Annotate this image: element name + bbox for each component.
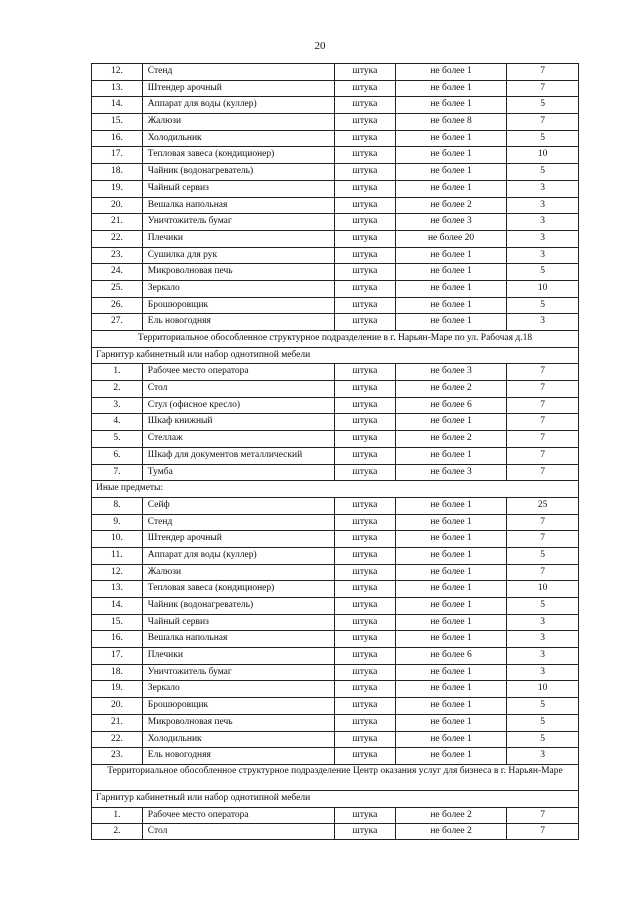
quantity-cell: не более 1 xyxy=(396,147,508,163)
quantity-cell: не более 20 xyxy=(396,231,508,247)
service-life-cell: 10 xyxy=(537,683,548,694)
unit-cell: штука xyxy=(335,164,396,180)
row-number-cell: 17. xyxy=(92,147,143,163)
table-row xyxy=(91,180,579,197)
item-name-cell: Стол xyxy=(143,824,335,839)
row-number-cell: 27. xyxy=(92,314,143,330)
row-number-cell: 13. xyxy=(92,581,143,597)
section-heading: Территориальное обособленное структурное подразделение Центр оказания услуг для бизнеса в г. Нарьян-Маре xyxy=(107,765,563,776)
unit-cell: штука xyxy=(335,298,396,314)
table-row xyxy=(91,731,579,748)
unit-cell: штука xyxy=(335,515,396,531)
quantity-cell: не более 6 xyxy=(396,648,508,664)
table-row xyxy=(91,397,579,414)
row-number-cell: 16. xyxy=(92,131,143,147)
row-number-cell: 6. xyxy=(92,448,143,464)
item-name-cell: Стенд xyxy=(143,515,335,531)
quantity-cell: не более 3 xyxy=(396,214,508,230)
service-life-cell: 5 xyxy=(540,99,546,110)
table-row xyxy=(91,647,579,664)
row-number-cell: 22. xyxy=(92,732,143,748)
quantity-cell: не более 2 xyxy=(396,381,508,397)
service-life-cell: 3 xyxy=(540,182,546,193)
unit-cell: штука xyxy=(335,615,396,631)
row-number-cell: 12. xyxy=(92,64,143,80)
item-name-cell: Холодильник xyxy=(143,732,335,748)
quantity-cell: не более 3 xyxy=(396,465,508,481)
row-number-cell: 18. xyxy=(92,665,143,681)
unit-cell: штука xyxy=(335,314,396,330)
service-life-cell: 10 xyxy=(537,583,548,594)
item-name-cell: Тепловая завеса (кондиционер) xyxy=(143,581,335,597)
item-name-cell: Жалюзи xyxy=(143,114,335,130)
service-life-cell: 5 xyxy=(540,600,546,610)
unit-cell: штука xyxy=(335,264,396,280)
row-number-cell: 7. xyxy=(92,465,143,481)
unit-cell: штука xyxy=(335,808,396,824)
section-heading-row xyxy=(91,330,579,347)
section-heading: Территориальное обособленное структурное подразделение в г. Нарьян-Маре по ул. Рабочая д.18 xyxy=(137,333,533,343)
service-life-cell: 3 xyxy=(540,199,546,210)
item-name-cell: Зеркало xyxy=(143,281,335,297)
service-life-cell: 7 xyxy=(540,366,546,377)
item-name-cell: Стол xyxy=(143,381,335,397)
row-number-cell: 3. xyxy=(92,398,143,414)
quantity-cell: не более 6 xyxy=(396,398,508,414)
quantity-cell: не более 2 xyxy=(396,808,508,824)
row-number-cell: 22. xyxy=(92,231,143,247)
service-life-cell: 3 xyxy=(540,750,546,761)
item-name-cell: Жалюзи xyxy=(143,565,335,581)
unit-cell: штука xyxy=(335,598,396,614)
service-life-cell: 5 xyxy=(540,299,546,310)
table-row xyxy=(91,146,579,163)
table-row xyxy=(91,614,579,631)
unit-cell: штука xyxy=(335,231,396,247)
quantity-cell: не более 1 xyxy=(396,181,508,197)
row-number-cell: 10. xyxy=(92,531,143,547)
item-name-cell: Тумба xyxy=(143,465,335,481)
table-row xyxy=(91,597,579,614)
quantity-cell: не более 1 xyxy=(396,715,508,731)
unit-cell: штука xyxy=(335,715,396,731)
item-name-cell: Ель новогодняя xyxy=(143,748,335,764)
section-heading-row xyxy=(91,764,579,790)
table-row xyxy=(91,230,579,247)
unit-cell: штука xyxy=(335,214,396,230)
quantity-cell: не более 1 xyxy=(396,314,508,330)
table-row xyxy=(91,514,579,531)
service-life-cell: 3 xyxy=(540,650,546,661)
service-life-cell: 25 xyxy=(537,499,548,510)
quantity-cell: не более 1 xyxy=(396,298,508,314)
row-number-cell: 12. xyxy=(92,565,143,581)
unit-cell: штука xyxy=(335,398,396,414)
unit-cell: штука xyxy=(335,81,396,97)
table-row xyxy=(91,747,579,764)
row-number-cell: 8. xyxy=(92,498,143,514)
quantity-cell: не более 1 xyxy=(396,598,508,614)
service-life-cell: 3 xyxy=(540,633,546,644)
item-name-cell: Уничтожитель бумаг xyxy=(143,214,335,230)
item-name-cell: Холодильник xyxy=(143,131,335,147)
table-row xyxy=(91,823,579,840)
item-name-cell: Брошюровщик xyxy=(143,698,335,714)
unit-cell: штука xyxy=(335,581,396,597)
item-name-cell: Сейф xyxy=(143,498,335,514)
table-row xyxy=(91,313,579,330)
item-name-cell: Микроволновая печь xyxy=(143,715,335,731)
quantity-cell: не более 1 xyxy=(396,748,508,764)
item-name-cell: Уничтожитель бумаг xyxy=(143,665,335,681)
table-row xyxy=(91,497,579,514)
quantity-cell: не более 1 xyxy=(396,565,508,581)
item-name-cell: Чайный сервиз xyxy=(143,181,335,197)
service-life-cell: 7 xyxy=(540,533,546,544)
table-row xyxy=(91,130,579,147)
service-life-cell: 7 xyxy=(540,383,546,394)
table-row xyxy=(91,213,579,230)
service-life-cell: 10 xyxy=(537,282,548,293)
unit-cell: штука xyxy=(335,498,396,514)
unit-cell: штука xyxy=(335,97,396,113)
unit-cell: штука xyxy=(335,565,396,581)
item-name-cell: Штендер арочный xyxy=(143,531,335,547)
item-name-cell: Вешалка напольная xyxy=(143,198,335,214)
item-name-cell: Стул (офисное кресло) xyxy=(143,398,335,414)
group-heading-row xyxy=(91,347,579,364)
service-life-cell: 7 xyxy=(540,516,546,527)
table-row xyxy=(91,464,579,481)
table-row xyxy=(91,564,579,581)
table-row xyxy=(91,697,579,714)
item-name-cell: Чайный сервиз xyxy=(143,615,335,631)
item-name-cell: Рабочее место оператора xyxy=(143,364,335,380)
table-row xyxy=(91,530,579,547)
service-life-cell: 7 xyxy=(540,416,546,427)
service-life-cell: 7 xyxy=(540,82,546,93)
quantity-cell: не более 1 xyxy=(396,548,508,564)
service-life-cell: 7 xyxy=(540,809,546,820)
table-row xyxy=(91,96,579,113)
row-number-cell: 19. xyxy=(92,681,143,697)
table-row xyxy=(91,630,579,647)
unit-cell: штука xyxy=(335,732,396,748)
service-life-cell: 5 xyxy=(540,266,546,277)
row-number-cell: 25. xyxy=(92,281,143,297)
group-heading: Иные предметы: xyxy=(96,483,164,494)
table-row xyxy=(91,430,579,447)
item-name-cell: Зеркало xyxy=(143,681,335,697)
row-number-cell: 24. xyxy=(92,264,143,280)
table-row xyxy=(91,197,579,214)
item-name-cell: Шкаф книжный xyxy=(143,414,335,430)
item-name-cell: Брошюровщик xyxy=(143,298,335,314)
quantity-cell: не более 1 xyxy=(396,681,508,697)
table-row xyxy=(91,113,579,130)
quantity-cell: не более 1 xyxy=(396,732,508,748)
unit-cell: штука xyxy=(335,131,396,147)
unit-cell: штука xyxy=(335,147,396,163)
table-row xyxy=(91,413,579,430)
unit-cell: штука xyxy=(335,431,396,447)
row-number-cell: 15. xyxy=(92,615,143,631)
quantity-cell: не более 1 xyxy=(396,698,508,714)
unit-cell: штука xyxy=(335,465,396,481)
service-life-cell: 7 xyxy=(540,826,546,837)
item-name-cell: Штендер арочный xyxy=(143,81,335,97)
table-row xyxy=(91,580,579,597)
unit-cell: штука xyxy=(335,381,396,397)
table-row xyxy=(91,363,579,380)
service-life-cell: 10 xyxy=(537,149,548,160)
item-name-cell: Стенд xyxy=(143,64,335,80)
quantity-cell: не более 1 xyxy=(396,248,508,264)
row-number-cell: 19. xyxy=(92,181,143,197)
row-number-cell: 18. xyxy=(92,164,143,180)
table-row xyxy=(91,547,579,564)
quantity-cell: не более 1 xyxy=(396,515,508,531)
item-name-cell: Сушилка для рук xyxy=(143,248,335,264)
quantity-cell: не более 1 xyxy=(396,81,508,97)
service-life-cell: 7 xyxy=(540,466,546,477)
row-number-cell: 26. xyxy=(92,298,143,314)
row-number-cell: 2. xyxy=(92,381,143,397)
quantity-cell: не более 1 xyxy=(396,97,508,113)
table-row xyxy=(91,63,579,80)
row-number-cell: 2. xyxy=(92,824,143,839)
item-name-cell: Плечики xyxy=(143,648,335,664)
quantity-cell: не более 1 xyxy=(396,281,508,297)
service-life-cell: 3 xyxy=(540,232,546,243)
table-row xyxy=(91,280,579,297)
item-name-cell: Вешалка напольная xyxy=(143,631,335,647)
quantity-cell: не более 1 xyxy=(396,581,508,597)
row-number-cell: 1. xyxy=(92,364,143,380)
table-row xyxy=(91,380,579,397)
unit-cell: штука xyxy=(335,681,396,697)
row-number-cell: 15. xyxy=(92,114,143,130)
unit-cell: штука xyxy=(335,248,396,264)
item-name-cell: Шкаф для документов металлический xyxy=(143,448,335,464)
item-name-cell: Стеллаж xyxy=(143,431,335,447)
table-row xyxy=(91,714,579,731)
row-number-cell: 13. xyxy=(92,81,143,97)
page-number: 20 xyxy=(314,40,326,52)
service-life-cell: 5 xyxy=(540,716,546,727)
item-name-cell: Микроволновая печь xyxy=(143,264,335,280)
item-name-cell: Аппарат для воды (куллер) xyxy=(143,97,335,113)
service-life-cell: 3 xyxy=(540,666,546,677)
quantity-cell: не более 8 xyxy=(396,114,508,130)
quantity-cell: не более 3 xyxy=(396,364,508,380)
unit-cell: штука xyxy=(335,665,396,681)
group-heading-row xyxy=(91,790,579,807)
unit-cell: штука xyxy=(335,64,396,80)
table-row xyxy=(91,80,579,97)
quantity-cell: не более 1 xyxy=(396,164,508,180)
row-number-cell: 20. xyxy=(92,198,143,214)
row-number-cell: 14. xyxy=(92,598,143,614)
row-number-cell: 4. xyxy=(92,414,143,430)
service-life-cell: 5 xyxy=(540,549,546,560)
group-heading-row xyxy=(91,480,579,497)
row-number-cell: 23. xyxy=(92,248,143,264)
quantity-cell: не более 1 xyxy=(396,498,508,514)
unit-cell: штука xyxy=(335,448,396,464)
quantity-cell: не более 1 xyxy=(396,448,508,464)
service-life-cell: 5 xyxy=(540,166,546,177)
quantity-cell: не более 1 xyxy=(396,615,508,631)
service-life-cell: 3 xyxy=(540,216,546,227)
service-life-cell: 7 xyxy=(540,566,546,577)
row-number-cell: 9. xyxy=(92,515,143,531)
quantity-cell: не более 1 xyxy=(396,531,508,547)
service-life-cell: 3 xyxy=(540,616,546,627)
group-heading: Гарнитур кабинетный или набор однотипной мебели xyxy=(96,349,311,360)
furniture-inventory-table xyxy=(91,63,579,840)
quantity-cell: не более 1 xyxy=(396,64,508,80)
table-row xyxy=(91,163,579,180)
service-life-cell: 5 xyxy=(540,733,546,744)
service-life-cell: 7 xyxy=(540,399,546,410)
service-life-cell: 5 xyxy=(540,700,546,711)
table-row xyxy=(91,664,579,681)
service-life-cell: 7 xyxy=(540,433,546,444)
row-number-cell: 21. xyxy=(92,715,143,731)
row-number-cell: 11. xyxy=(92,548,143,564)
quantity-cell: не более 2 xyxy=(396,824,508,839)
quantity-cell: не более 1 xyxy=(396,631,508,647)
service-life-cell: 3 xyxy=(540,316,546,327)
unit-cell: штука xyxy=(335,698,396,714)
unit-cell: штука xyxy=(335,748,396,764)
service-life-cell: 7 xyxy=(540,116,546,127)
table-row xyxy=(91,447,579,464)
unit-cell: штука xyxy=(335,364,396,380)
item-name-cell: Ель новогодняя xyxy=(143,314,335,330)
row-number-cell: 23. xyxy=(92,748,143,764)
table-row xyxy=(91,247,579,264)
item-name-cell: Тепловая завеса (кондиционер) xyxy=(143,147,335,163)
table-row xyxy=(91,297,579,314)
table-row xyxy=(91,263,579,280)
service-life-cell: 7 xyxy=(540,66,546,76)
unit-cell: штука xyxy=(335,648,396,664)
quantity-cell: не более 1 xyxy=(396,414,508,430)
item-name-cell: Чайник (водонагреватель) xyxy=(143,164,335,180)
table-row xyxy=(91,680,579,697)
row-number-cell: 5. xyxy=(92,431,143,447)
item-name-cell: Рабочее место оператора xyxy=(143,808,335,824)
unit-cell: штука xyxy=(335,414,396,430)
row-number-cell: 1. xyxy=(92,808,143,824)
unit-cell: штука xyxy=(335,824,396,839)
row-number-cell: 20. xyxy=(92,698,143,714)
item-name-cell: Аппарат для воды (куллер) xyxy=(143,548,335,564)
unit-cell: штука xyxy=(335,198,396,214)
row-number-cell: 16. xyxy=(92,631,143,647)
unit-cell: штука xyxy=(335,181,396,197)
quantity-cell: не более 1 xyxy=(396,665,508,681)
service-life-cell: 7 xyxy=(540,449,546,460)
group-heading: Гарнитур кабинетный или набор однотипной мебели xyxy=(96,792,311,803)
quantity-cell: не более 1 xyxy=(396,131,508,147)
quantity-cell: не более 1 xyxy=(396,264,508,280)
row-number-cell: 17. xyxy=(92,648,143,664)
row-number-cell: 21. xyxy=(92,214,143,230)
quantity-cell: не более 2 xyxy=(396,198,508,214)
item-name-cell: Чайник (водонагреватель) xyxy=(143,598,335,614)
quantity-cell: не более 2 xyxy=(396,431,508,447)
service-life-cell: 5 xyxy=(540,132,546,143)
unit-cell: штука xyxy=(335,548,396,564)
unit-cell: штука xyxy=(335,281,396,297)
row-number-cell: 14. xyxy=(92,97,143,113)
table-row xyxy=(91,807,579,824)
unit-cell: штука xyxy=(335,531,396,547)
unit-cell: штука xyxy=(335,631,396,647)
item-name-cell: Плечики xyxy=(143,231,335,247)
unit-cell: штука xyxy=(335,114,396,130)
service-life-cell: 3 xyxy=(540,249,546,260)
